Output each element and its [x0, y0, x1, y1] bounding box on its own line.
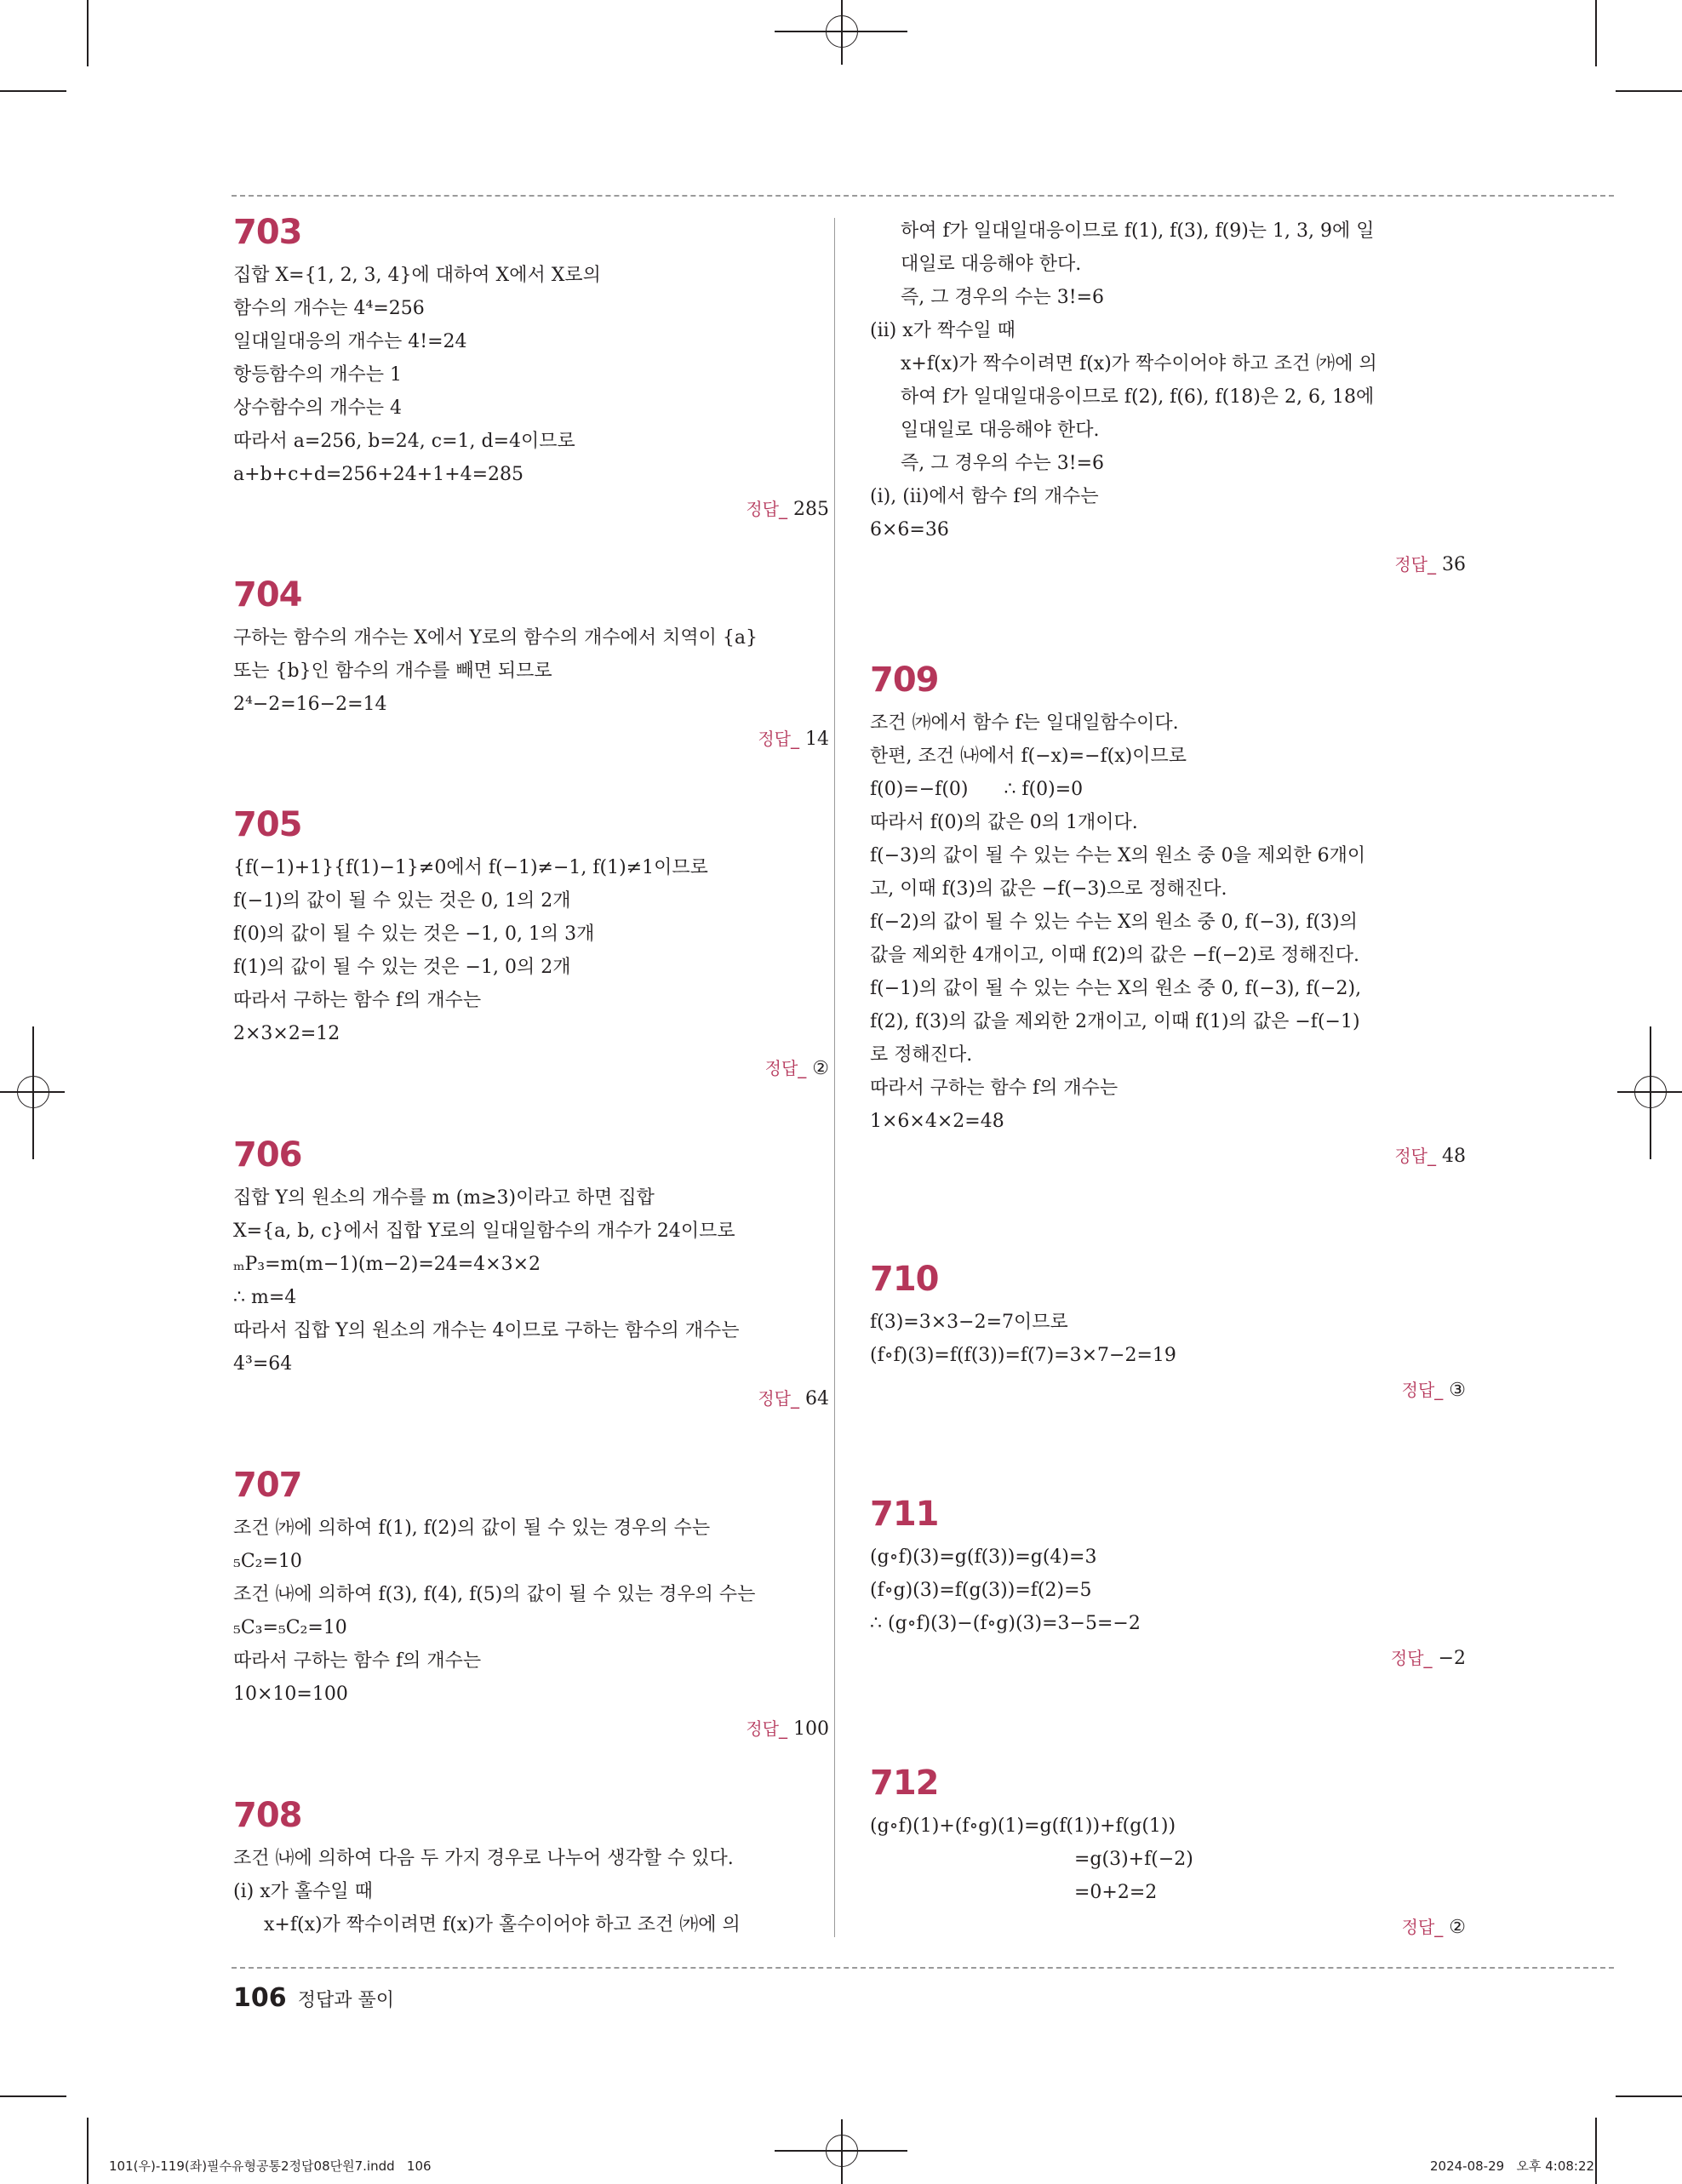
- solution-line: x+f(x)가 짝수이려면 f(x)가 홀수이어야 하고 조건 ㈎에 의: [264, 1914, 741, 1935]
- solution-line: 조건 ㈏에 의하여 f(3), f(4), f(5)의 값이 될 수 있는 경우의 수는: [233, 1584, 756, 1605]
- problem-number: 707: [233, 1466, 302, 1505]
- solution-line: f(3)=3×3−2=7이므로: [870, 1312, 1068, 1333]
- crop-mark: [1595, 2118, 1597, 2184]
- problem-number: 712: [870, 1764, 939, 1803]
- problem-number: 705: [233, 805, 302, 844]
- solution-line: 집합 Y의 원소의 개수를 m (m≥3)이라고 하면 집합: [233, 1187, 655, 1209]
- problem-number: 706: [233, 1135, 302, 1175]
- solution-line: f(2), f(3)의 값을 제외한 2개이고, 이때 f(1)의 값은 −f(−1): [870, 1011, 1360, 1032]
- problem-708: [233, 1796, 829, 1941]
- solution-line: X={a, b, c}에서 집합 Y로의 일대일함수의 개수가 24이므로: [233, 1221, 735, 1242]
- solution-line: 1×6×4×2=48: [870, 1111, 1004, 1132]
- problem-703: [233, 213, 829, 523]
- crop-mark: [87, 0, 89, 66]
- solution-line: 항등함수의 개수는 1: [233, 364, 402, 386]
- crop-mark: [1595, 0, 1597, 66]
- solution-line: 고, 이때 f(3)의 값은 −f(−3)으로 정해진다.: [870, 878, 1227, 900]
- answer-value: ②: [1449, 1917, 1466, 1938]
- crop-mark: [0, 2095, 66, 2097]
- crop-mark: [1616, 2095, 1682, 2097]
- solution-line: 일대일로 대응해야 한다.: [901, 420, 1100, 441]
- solution-line: 따라서 구하는 함수 f의 개수는: [233, 1650, 482, 1672]
- problem-704: [233, 575, 829, 752]
- solution-line: 함수의 개수는 4⁴=256: [233, 298, 425, 319]
- solution-line: ∴ (g∘f)(3)−(f∘g)(3)=3−5=−2: [870, 1613, 1141, 1634]
- crop-mark: [1616, 90, 1682, 92]
- case-label: (ⅰ) x가 홀수일 때: [233, 1881, 373, 1902]
- column-divider: [834, 218, 835, 1937]
- problem-number: 710: [870, 1260, 939, 1299]
- answer: [233, 1716, 829, 1742]
- solution-line: 조건 ㈎에 의하여 f(1), f(2)의 값이 될 수 있는 경우의 수는: [233, 1518, 711, 1539]
- solution-line: 조건 ㈎에서 함수 f는 일대일함수이다.: [870, 712, 1179, 734]
- crop-mark: [0, 90, 66, 92]
- solution-line: f(0)=−f(0) ∴ f(0)=0: [870, 779, 1084, 800]
- problem-number: 704: [233, 575, 302, 615]
- answer-value: 36: [1442, 554, 1466, 575]
- solution-line: 일대일대응의 개수는 4!=24: [233, 331, 467, 352]
- answer-value: −2: [1438, 1648, 1466, 1669]
- answer-label: 정답_: [758, 1388, 799, 1409]
- problem-707: [233, 1466, 829, 1742]
- solution-line: f(−3)의 값이 될 수 있는 수는 X의 원소 중 0을 제외한 6개이: [870, 845, 1366, 866]
- problem-number: 709: [870, 660, 939, 700]
- answer-label: 정답_: [1401, 1917, 1444, 1937]
- solution-line: 값을 제외한 4개이고, 이때 f(2)의 값은 −f(−2)로 정해진다.: [870, 945, 1359, 966]
- bottom-dashed-rule: [232, 1967, 1614, 1969]
- answer-value: 14: [805, 729, 829, 750]
- answer-value: ②: [812, 1058, 829, 1079]
- answer-value: 48: [1442, 1146, 1466, 1167]
- solution-line: 따라서 f(0)의 값은 0의 1개이다.: [870, 812, 1138, 833]
- answer: [233, 1055, 829, 1082]
- problem-706: [233, 1135, 829, 1412]
- solution-line: =g(3)+f(−2): [1074, 1849, 1193, 1870]
- solution-line: 2×3×2=12: [233, 1023, 340, 1044]
- answer-label: 정답_: [1401, 1380, 1444, 1400]
- solution-line: 집합 X={1, 2, 3, 4}에 대하여 X에서 X로의: [233, 265, 601, 286]
- solution-line: f(1)의 값이 될 수 있는 것은 −1, 0의 2개: [233, 957, 571, 978]
- case-label: (ⅱ) x가 짝수일 때: [870, 320, 1015, 341]
- answer: [870, 1914, 1466, 1941]
- solution-line: 즉, 그 경우의 수는 3!=6: [901, 287, 1104, 308]
- solution-line: f(−1)의 값이 될 수 있는 수는 X의 원소 중 0, f(−3), f(−2),: [870, 978, 1362, 999]
- answer: [870, 1143, 1466, 1169]
- solution-line: 따라서 집합 Y의 원소의 개수는 4이므로 구하는 함수의 개수는: [233, 1320, 740, 1341]
- solution-line: (g∘f)(3)=g(f(3))=g(4)=3: [870, 1547, 1097, 1568]
- solution-line: 6×6=36: [870, 519, 949, 540]
- solution-line: 조건 ㈏에 의하여 다음 두 가지 경우로 나누어 생각할 수 있다.: [233, 1848, 734, 1869]
- solution-line: 하여 f가 일대일대응이므로 f(2), f(6), f(18)은 2, 6, 18에: [901, 386, 1375, 408]
- solution-line: ₘP₃=m(m−1)(m−2)=24=4×3×2: [233, 1254, 541, 1275]
- solution-line: ₅C₂=10: [233, 1551, 302, 1572]
- problem-712: [870, 1764, 1466, 1941]
- solution-line: 10×10=100: [233, 1684, 348, 1705]
- solution-line: =0+2=2: [1074, 1882, 1158, 1903]
- problem-710: [870, 1260, 1466, 1404]
- answer-value: 100: [793, 1718, 829, 1740]
- solution-line: 하여 f가 일대일대응이므로 f(1), f(3), f(9)는 1, 3, 9에 일: [901, 220, 1375, 242]
- answer: [870, 1645, 1466, 1672]
- answer-label: 정답_: [1394, 1146, 1436, 1166]
- answer-value: 64: [805, 1388, 829, 1409]
- answer: [233, 1386, 829, 1412]
- answer-value: 285: [793, 499, 829, 520]
- answer-label: 정답_: [746, 1718, 787, 1739]
- solution-line: {f(−1)+1}{f(1)−1}≠0에서 f(−1)≠−1, f(1)≠1이므로: [233, 857, 708, 878]
- solution-line: 즉, 그 경우의 수는 3!=6: [901, 453, 1104, 474]
- solution-line: (f∘f)(3)=f(f(3))=f(7)=3×7−2=19: [870, 1345, 1176, 1366]
- answer-value: ③: [1449, 1380, 1466, 1401]
- solution-line: f(−2)의 값이 될 수 있는 수는 X의 원소 중 0, f(−3), f(3)의: [870, 912, 1358, 933]
- solution-line: x+f(x)가 짝수이려면 f(x)가 짝수이어야 하고 조건 ㈎에 의: [901, 353, 1377, 374]
- problem-number: 708: [233, 1796, 302, 1835]
- answer-label: 정답_: [764, 1058, 807, 1078]
- answer-label: 정답_: [758, 729, 799, 749]
- top-dashed-rule: [232, 195, 1614, 197]
- solution-line: ₅C₃=₅C₂=10: [233, 1617, 347, 1638]
- problem-709: [870, 660, 1466, 1169]
- answer-label: 정답_: [1390, 1648, 1433, 1668]
- answer-label: 정답_: [746, 499, 787, 519]
- print-slug-timestamp: 2024-08-29 오후 4:08:22: [1430, 2158, 1595, 2174]
- problem-number: 703: [233, 213, 302, 252]
- answer: [233, 726, 829, 752]
- solution-line: 로 정해진다.: [870, 1044, 973, 1066]
- answer: [233, 496, 829, 523]
- page-number: 106: [233, 1983, 287, 2013]
- problem-705: [233, 805, 829, 1082]
- solution-line: ∴ m=4: [233, 1287, 297, 1308]
- solution-line: (g∘f)(1)+(f∘g)(1)=g(f(1))+f(g(1)): [870, 1815, 1176, 1837]
- problem-number: 711: [870, 1495, 939, 1534]
- problem-711: [870, 1495, 1466, 1672]
- answer: [870, 552, 1466, 578]
- print-slug-file: 101(우)-119(좌)필수유형공통2정답08단원7.indd 106: [109, 2158, 432, 2174]
- solution-line: 구하는 함수의 개수는 X에서 Y로의 함수의 개수에서 치역이 {a}: [233, 627, 758, 649]
- solution-line: f(−1)의 값이 될 수 있는 것은 0, 1의 2개: [233, 890, 571, 912]
- solution-line: 또는 {b}인 함수의 개수를 빼면 되므로: [233, 660, 552, 682]
- section-title: 정답과 풀이: [297, 1990, 394, 2011]
- solution-line: (f∘g)(3)=f(g(3))=f(2)=5: [870, 1580, 1092, 1601]
- solution-line: a+b+c+d=256+24+1+4=285: [233, 464, 524, 485]
- solution-line: 따라서 a=256, b=24, c=1, d=4이므로: [233, 431, 575, 452]
- answer-label: 정답_: [1394, 554, 1436, 575]
- solution-line: 대일로 대응해야 한다.: [901, 254, 1082, 275]
- solution-line: 상수함수의 개수는 4: [233, 397, 402, 419]
- crop-mark: [87, 2118, 89, 2184]
- page-footer: [233, 1983, 394, 2013]
- solution-line: 따라서 구하는 함수 f의 개수는: [870, 1078, 1118, 1099]
- solution-line: 4³=64: [233, 1353, 293, 1375]
- problem-708-continued: [870, 214, 1466, 578]
- solution-line: (ⅰ), (ⅱ)에서 함수 f의 개수는: [870, 486, 1099, 507]
- solution-line: 한편, 조건 ㈏에서 f(−x)=−f(x)이므로: [870, 746, 1187, 767]
- solution-line: 따라서 구하는 함수 f의 개수는: [233, 990, 482, 1011]
- solution-line: 2⁴−2=16−2=14: [233, 694, 387, 715]
- answer: [870, 1377, 1466, 1404]
- solution-line: f(0)의 값이 될 수 있는 것은 −1, 0, 1의 3개: [233, 923, 595, 945]
